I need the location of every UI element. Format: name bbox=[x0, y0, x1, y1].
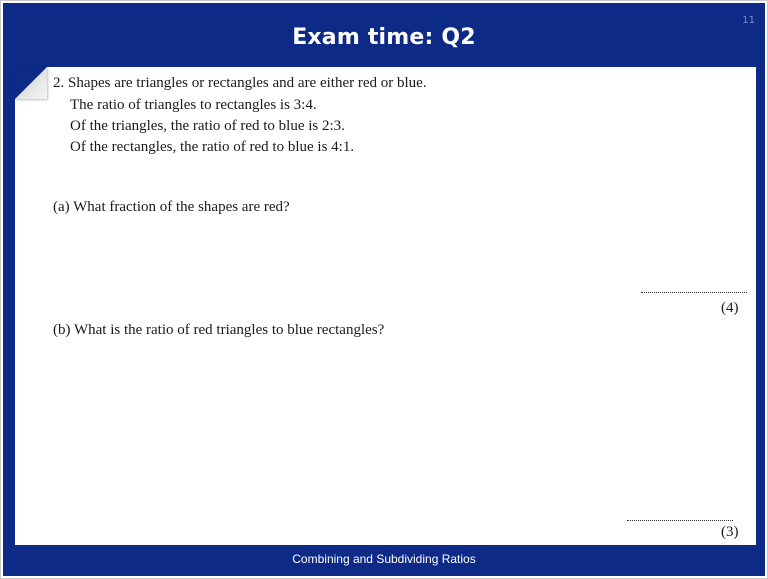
question-line-ratio-triangles: Of the triangles, the ratio of red to blue is 2:3. bbox=[70, 118, 345, 134]
exam-paper bbox=[15, 67, 756, 545]
slide-frame bbox=[3, 3, 765, 576]
question-part-a: (a) What fraction of the shapes are red? bbox=[53, 199, 290, 215]
question-line-ratio-shapes: The ratio of triangles to rectangles is 3:4. bbox=[70, 97, 317, 113]
slide-number: 11 bbox=[742, 15, 755, 26]
question-intro: 2. Shapes are triangles or rectangles and are either red or blue. bbox=[53, 75, 427, 91]
page-curl-corner bbox=[15, 67, 47, 99]
slide-title: Exam time: Q2 bbox=[292, 25, 476, 50]
question-part-b: (b) What is the ratio of red triangles to blue rectangles? bbox=[53, 322, 385, 338]
answer-line-b[interactable] bbox=[627, 520, 733, 521]
slide-footer: Combining and Subdividing Ratios bbox=[292, 552, 476, 566]
question-line-ratio-rectangles: Of the rectangles, the ratio of red to blue is 4:1. bbox=[70, 139, 355, 155]
marks-part-a: (4) bbox=[721, 300, 739, 316]
answer-line-a[interactable] bbox=[641, 292, 747, 293]
marks-part-b: (3) bbox=[721, 524, 739, 540]
